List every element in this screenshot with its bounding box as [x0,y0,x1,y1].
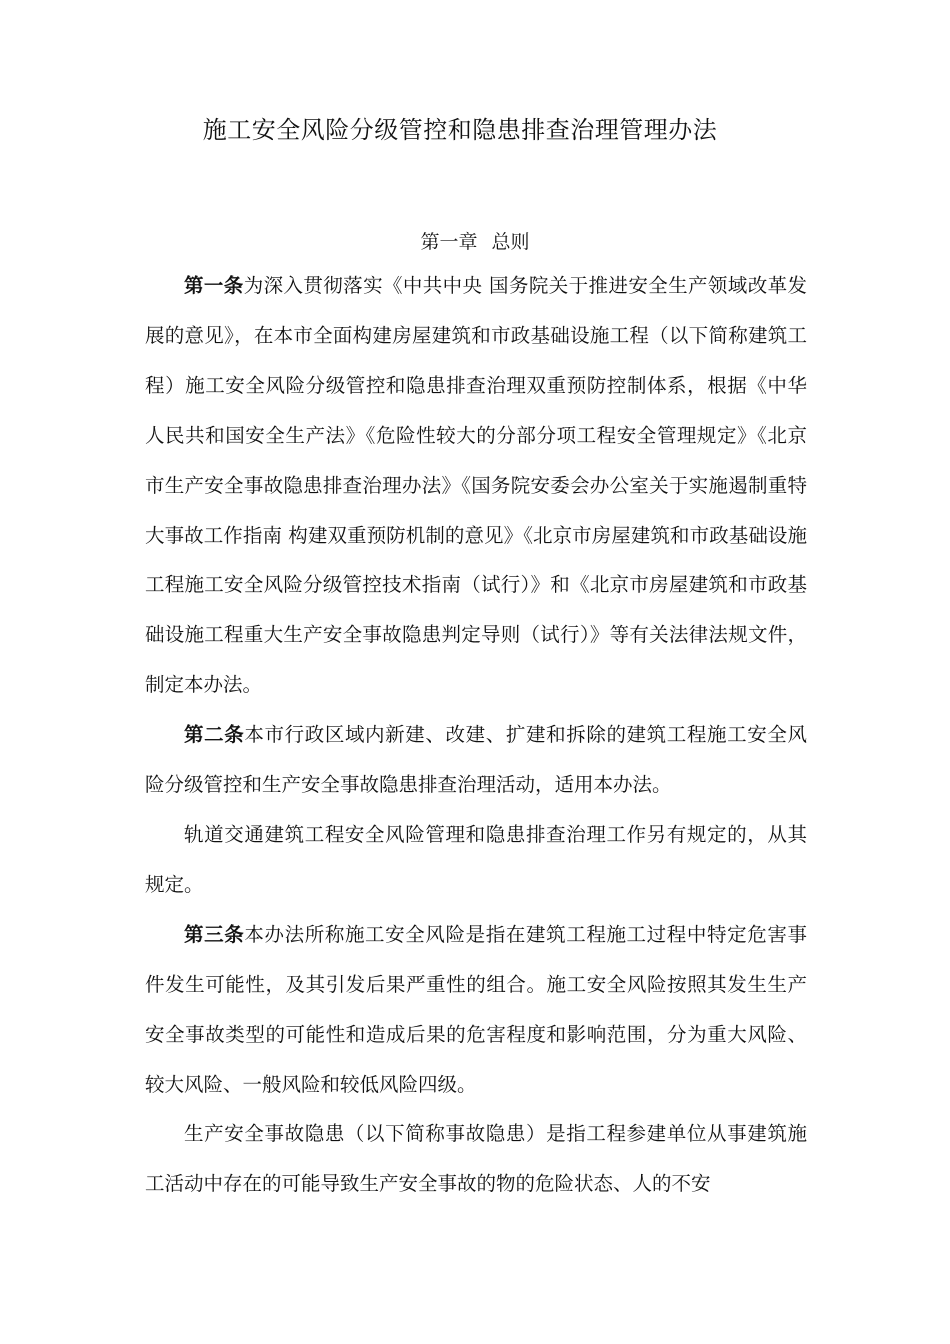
paragraph-article-2 [145,710,807,810]
article-number: 第一条 [184,274,244,297]
paragraph-text: 为深入贯彻落实《中共中央 国务院关于推进安全生产领域改革发展的意见》，在本市全面构建房屋建筑和市政基础设施工程（以下简称建筑工程）施工安全风险分级管控和隐患排查治理双重预防控制体系，根据《中华人民共和国安全生产法》《危险性较大的分部分项工程安全管理规定》《北京市生产安全事故隐患排查治理办法》《国务院安委会办公室关于实施遏制重特大事故工作指南 构建双重预防机制的意见》《北京市房屋建筑和市政基础设施工程施工安全风险分级管控技术指南（试行）》和《北京市房屋建筑和市政基础设施工程重大生产安全事故隐患判定导则（试行）》等有关法律法规文件，制定本办法。 [145,274,807,697]
paragraph-article-3 [145,910,807,1110]
paragraph-text: 本市行政区域内新建、改建、扩建和拆除的建筑工程施工安全风险分级管控和生产安全事故隐患排查治理活动，适用本办法。 [145,723,807,797]
paragraph-article-2-clause [145,810,807,910]
chapter-name: 总则 [491,231,530,253]
paragraph-article-1 [145,261,807,710]
document-title: 施工安全风险分级管控和隐患排查治理管理办法 [202,116,718,144]
article-number: 第三条 [184,922,245,946]
paragraph-text: 轨道交通建筑工程安全风险管理和隐患排查治理工作另有规定的，从其规定。 [145,822,807,896]
paragraph-text: 生产安全事故隐患（以下简称事故隐患）是指工程参建单位从事建筑施工活动中存在的可能导致生产安全事故的物的危险状态、人的不安 [145,1122,807,1196]
article-number: 第二条 [184,723,245,747]
paragraph-text: 本办法所称施工安全风险是指在建筑工程施工过程中特定危害事件发生可能性，及其引发后果严重性的组合。施工安全风险按照其发生生产安全事故类型的可能性和造成后果的危害程度和影响范围，分为重大风险、较大风险、一般风险和较低风险四级。 [145,922,807,1096]
document-body [145,261,807,1209]
paragraph-article-3-clause [145,1109,807,1209]
chapter-heading [0,228,950,256]
chapter-number: 第一章 [420,231,478,253]
